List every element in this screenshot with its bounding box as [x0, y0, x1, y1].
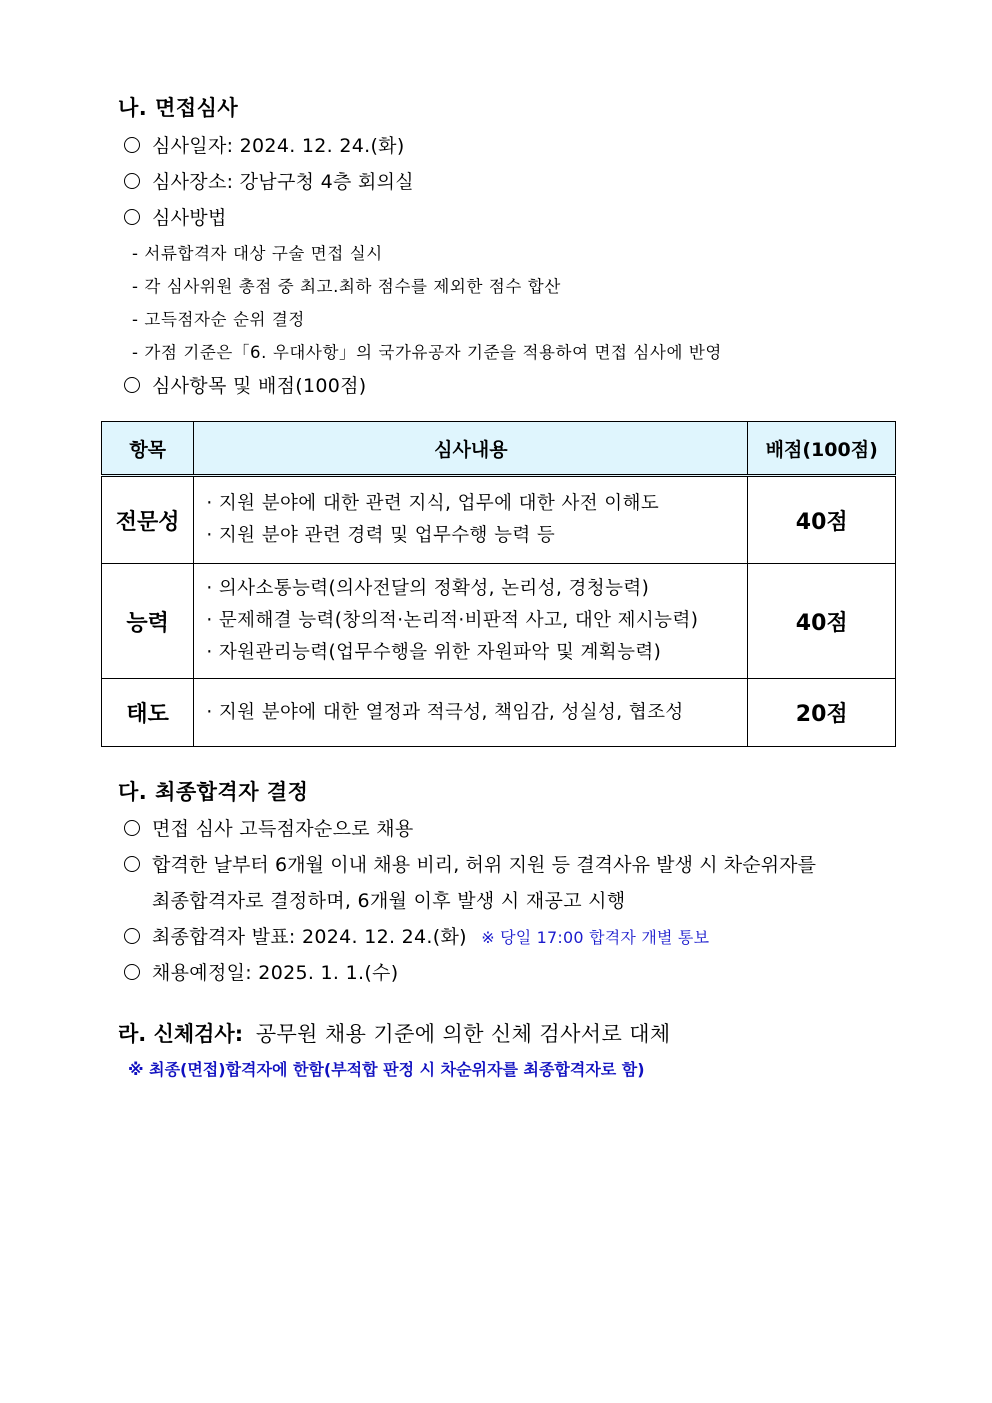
section-ra-note: ※ 최종(면접)합격자에 한함(부적합 판정 시 차순위자를 최종합격자로 함)	[128, 1060, 645, 1079]
row-category: 능력	[102, 564, 194, 679]
content-line: · 지원 분야에 대한 열정과 적극성, 책임감, 성실성, 협조성	[206, 701, 684, 723]
circle-bullet-icon	[124, 820, 140, 836]
section-da-title: 다. 최종합격자 결정	[118, 780, 309, 804]
row-category: 태도	[102, 679, 194, 747]
content-line: · 지원 분야에 대한 관련 지식, 업무에 대한 사전 이해도	[206, 493, 660, 514]
method-item: - 각 심사위원 총점 중 최고.최하 점수를 제외한 점수 합산	[132, 277, 561, 296]
final-item: 채용예정일: 2025. 1. 1.(수)	[124, 958, 398, 985]
section-na-title: 나. 면접심사	[118, 96, 239, 120]
table-row	[102, 476, 896, 564]
header-score: 배점(100점)	[748, 422, 896, 476]
content-line: · 자원관리능력(업무수행을 위한 자원파악 및 계획능력)	[206, 642, 662, 663]
final-item: 합격한 날부터 6개월 이내 채용 비리, 허위 지원 등 결격사유 발생 시 차순위자를	[124, 850, 816, 877]
section-ra-title: 라. 신체검사:	[118, 1022, 244, 1046]
section-ra-text: 공무원 채용 기준에 의한 신체 검사서로 대체	[255, 1022, 671, 1046]
method-item: - 서류합격자 대상 구술 면접 실시	[132, 244, 383, 263]
content-line: · 의사소통능력(의사전달의 정확성, 논리성, 경청능력)	[206, 578, 650, 599]
circle-bullet-icon	[124, 856, 140, 872]
table-row	[102, 679, 896, 747]
circle-bullet-icon	[124, 137, 140, 153]
interview-method-title: 심사방법	[124, 203, 227, 230]
final-item: 면접 심사 고득점자순으로 채용	[124, 814, 414, 841]
final-item-continued: 최종합격자로 결정하며, 6개월 이후 발생 시 재공고 시행	[152, 890, 626, 912]
row-contents	[194, 476, 748, 564]
method-item: - 고득점자순 순위 결정	[132, 310, 305, 329]
row-category: 전문성	[102, 476, 194, 564]
circle-bullet-icon	[124, 377, 140, 393]
circle-bullet-icon	[124, 964, 140, 980]
row-contents	[194, 564, 748, 679]
interview-place: 심사장소: 강남구청 4층 회의실	[124, 167, 414, 194]
content-line: · 지원 분야 관련 경력 및 업무수행 능력 등	[206, 525, 556, 546]
section-ra	[118, 1018, 671, 1048]
content-line: · 문제해결 능력(창의적·논리적·비판적 사고, 대안 제시능력)	[206, 610, 699, 631]
scoring-table	[101, 421, 896, 747]
circle-bullet-icon	[124, 928, 140, 944]
table-row	[102, 564, 896, 679]
interview-date: 심사일자: 2024. 12. 24.(화)	[124, 131, 405, 158]
header-category: 항목	[102, 422, 194, 476]
method-item: - 가점 기준은「6. 우대사항」의 국가유공자 기준을 적용하여 면접 심사에 반영	[132, 343, 722, 362]
row-contents	[194, 679, 748, 747]
announcement-note: ※ 당일 17:00 합격자 개별 통보	[481, 928, 710, 947]
circle-bullet-icon	[124, 209, 140, 225]
circle-bullet-icon	[124, 173, 140, 189]
final-item: 최종합격자 발표: 2024. 12. 24.(화) ※ 당일 17:00 합격자 개별 통보	[124, 922, 709, 949]
row-score: 20점	[748, 679, 896, 747]
table-header-row	[102, 422, 896, 476]
header-content: 심사내용	[194, 422, 748, 476]
scoring-items-title: 심사항목 및 배점(100점)	[124, 371, 367, 398]
row-score: 40점	[748, 564, 896, 679]
row-score: 40점	[748, 476, 896, 564]
